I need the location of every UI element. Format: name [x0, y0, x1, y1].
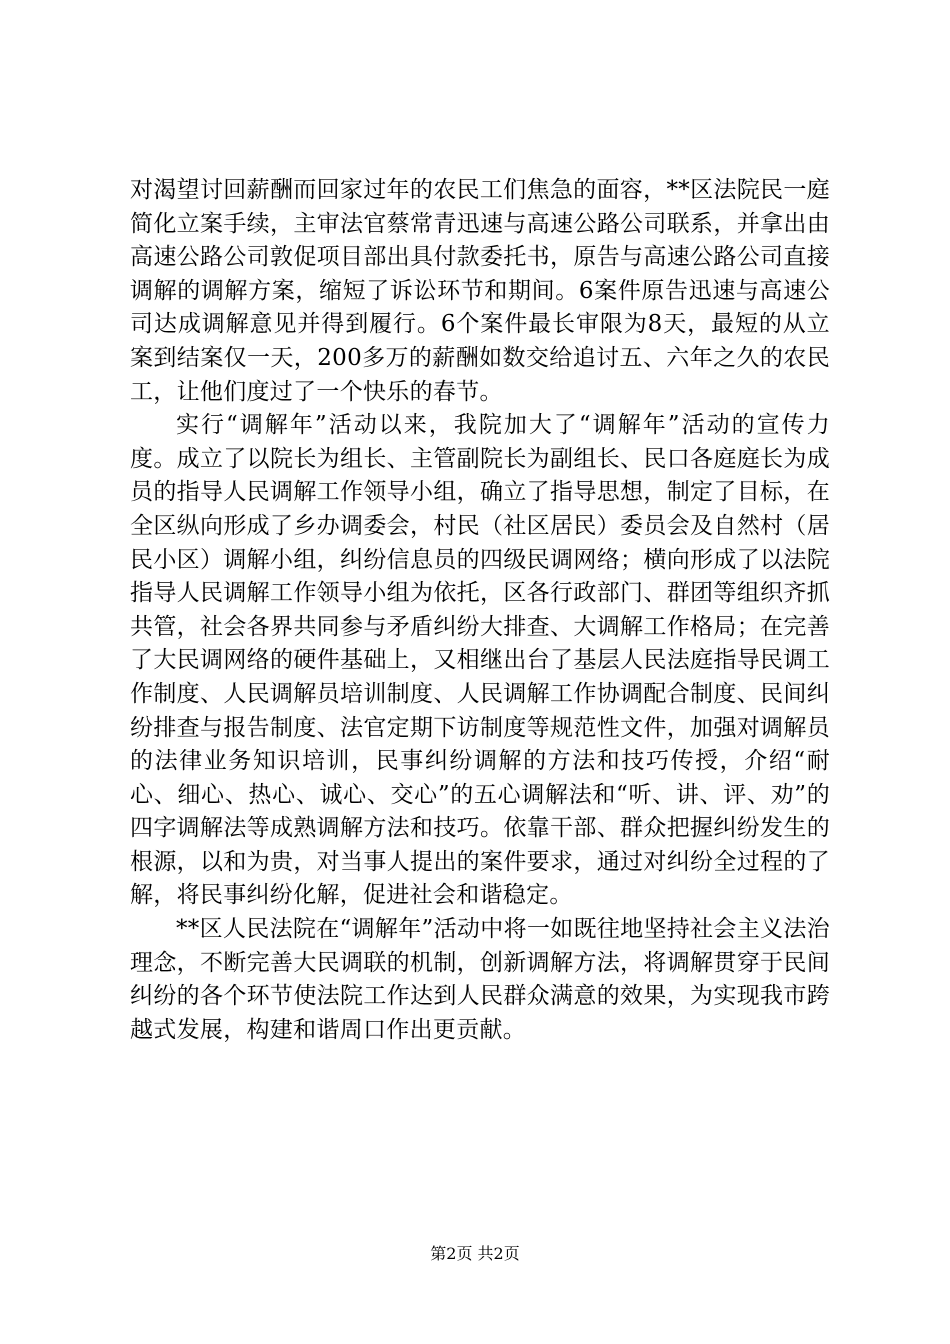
document-body	[130, 174, 830, 1047]
paragraph-continued: 对渴望讨回薪酬而回家过年的农民工们焦急的面容，**区法院民一庭简化立案手续，主审法官蔡常青迅速与高速公路公司联系，并拿出由高速公路公司敦促项目部出具付款委托书，原告与高速公路公司直接调解的调解方案，缩短了诉讼环节和期间。6案件原告迅速与高速公司达成调解意见并得到履行。6个案件最长审限为8天，最短的从立案到结案仅一天，200多万的薪酬如数交给追讨五、六年之久的农民工，让他们度过了一个快乐的春节。	[130, 177, 830, 405]
page-number: 第2页 共2页	[430, 1244, 520, 1263]
paragraph-mediation-year: 实行“调解年”活动以来，我院加大了“调解年”活动的宣传力度。成立了以院长为组长、主管副院长为副组长、民口各庭庭长为成员的指导人民调解工作领导小组，确立了指导思想，制定了目标，在全区纵向形成了乡办调委会，村民（社区居民）委员会及自然村（居民小区）调解小组，纠纷信息员的四级民调网络；横向形成了以法院指导人民调解工作领导小组为依托，区各行政部门、群团等组织齐抓共管，社会各界共同参与矛盾纠纷大排查、大调解工作格局；在完善了大民调网络的硬件基础上，又相继出台了基层人民法庭指导民调工作制度、人民调解员培训制度、人民调解工作协调配合制度、民间纠纷排查与报告制度、法官定期下访制度等规范性文件，加强对调解员的法律业务知识培训，民事纠纷调解的方法和技巧传授，介绍“耐心、细心、热心、诚心、交心”的五心调解法和“听、讲、评、劝”的四字调解法等成熟调解方法和技巧。依靠干部、群众把握纠纷发生的根源，以和为贵，对当事人提出的案件要求，通过对纠纷全过程的了解，将民事纠纷化解，促进社会和谐稳定。	[130, 412, 830, 909]
paragraph-conclusion: **区人民法院在“调解年”活动中将一如既往地坚持社会主义法治理念，不断完善大民调联的机制，创新调解方法，将调解贯穿于民间纠纷的各个环节使法院工作达到人民群众满意的效果，为实现我市跨越式发展，构建和谐周口作出更贡献。	[130, 916, 830, 1043]
